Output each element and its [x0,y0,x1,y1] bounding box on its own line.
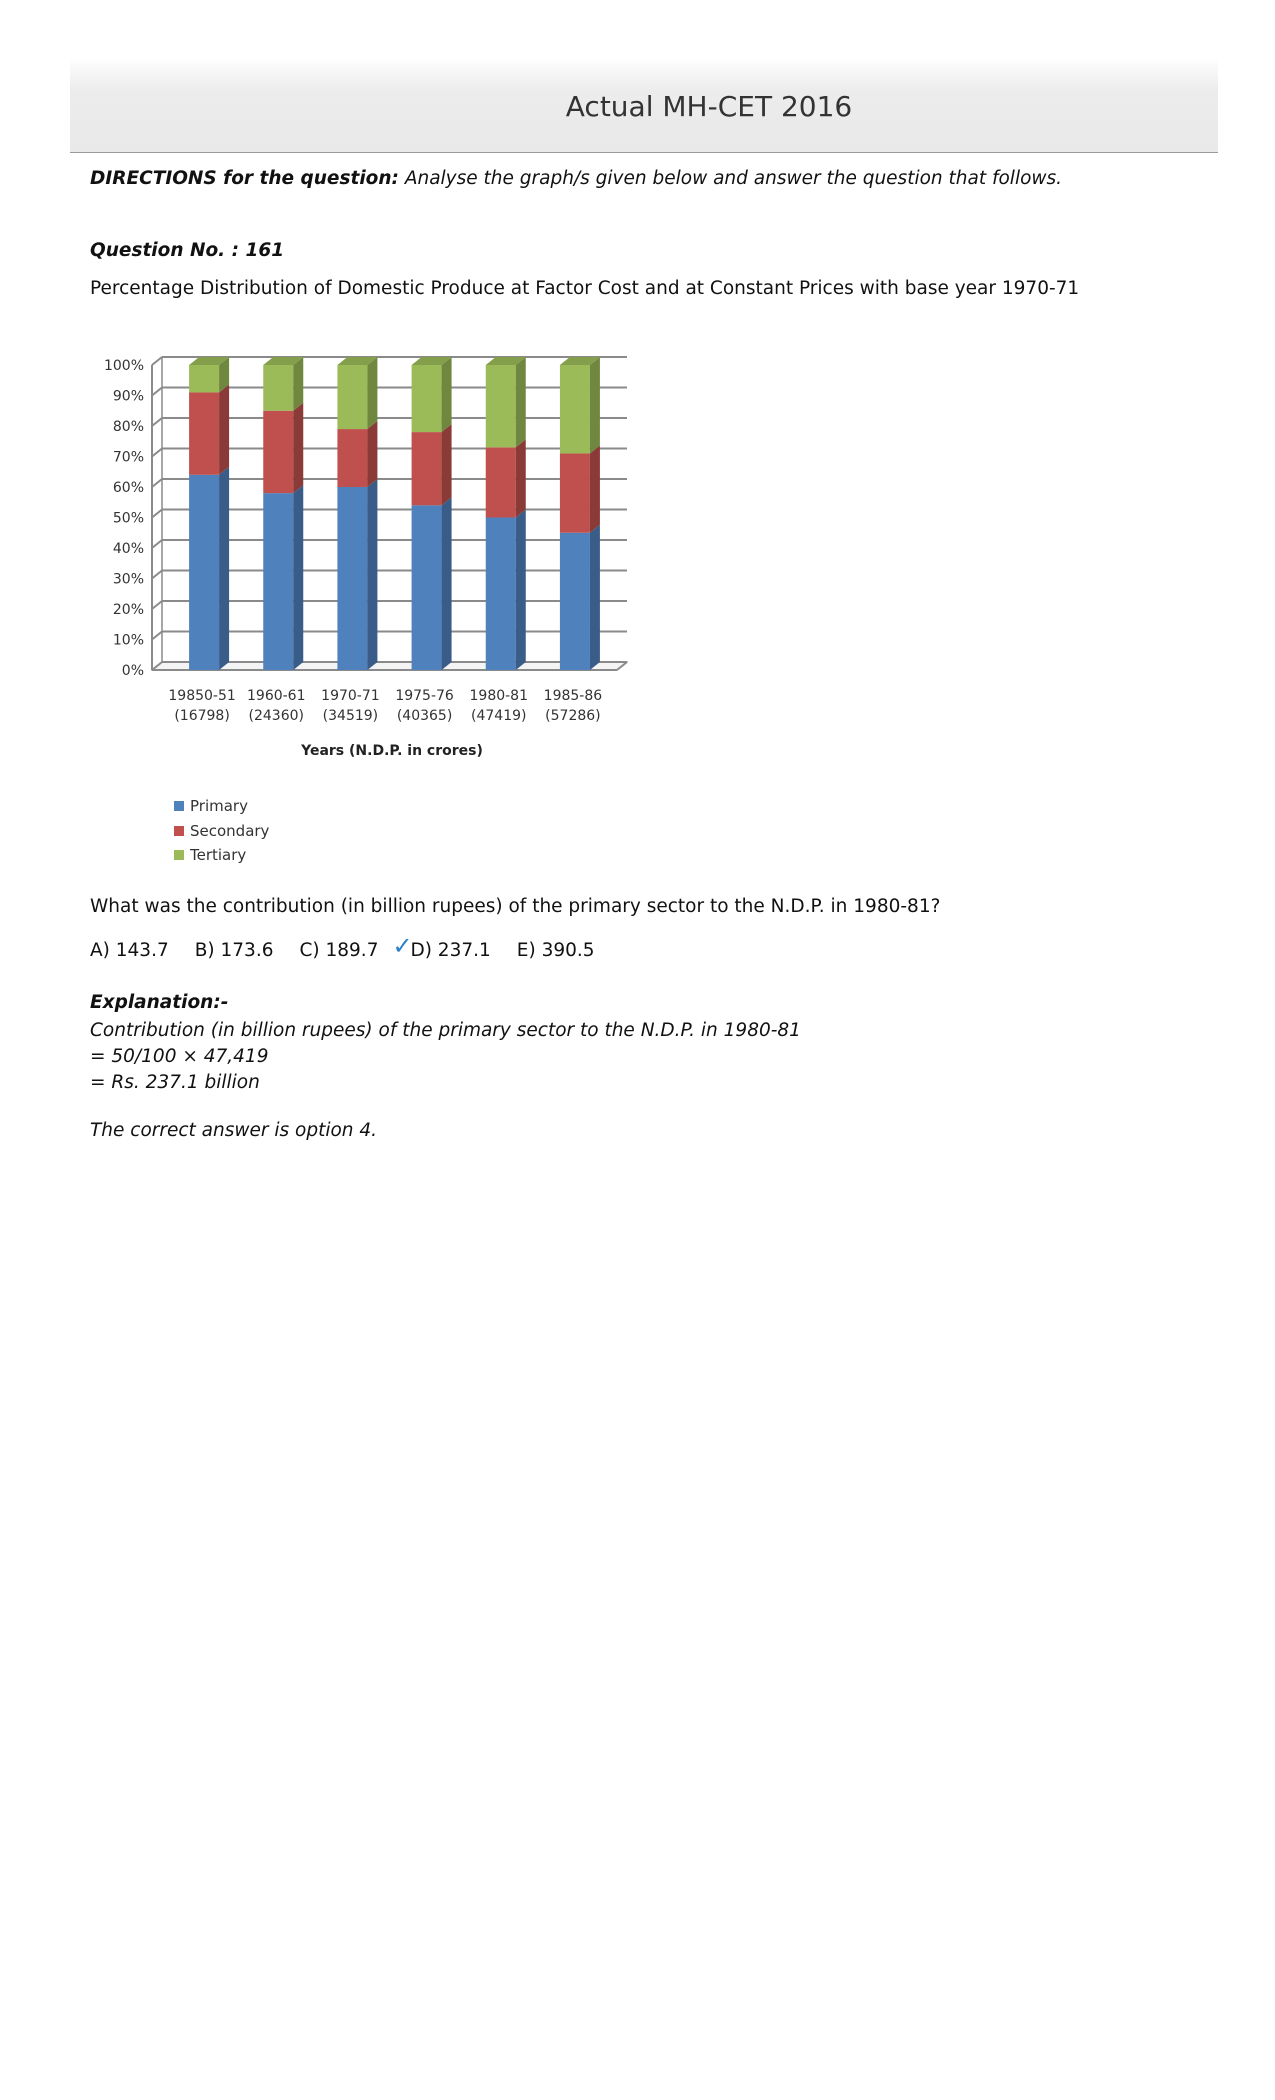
bar-segment-side [293,485,303,670]
x-tick-label: 1960-61 [247,688,306,704]
y-tick-label: 80% [112,419,144,435]
y-tick-label: 20% [112,602,144,618]
answer-option[interactable] [392,932,491,961]
x-tick-sublabel: (40365) [396,708,453,724]
bar-segment [560,533,590,670]
bar-segment-side [516,439,526,517]
legend-swatch [174,826,184,836]
legend-item [174,843,269,868]
bar-segment-side [590,525,600,670]
x-tick-sublabel: (16798) [174,708,230,724]
x-tick-sublabel: (34519) [322,708,379,724]
bar-segment-side [219,384,229,474]
chart-legend [174,794,269,868]
legend-label: Tertiary [190,846,247,865]
answer-option[interactable] [517,940,595,961]
x-tick-label: 1970-71 [321,688,380,704]
question-text: What was the contribution (in billion rupees) of the primary sector to the N.D.P. in 1980-81? [90,896,941,917]
bar-segment [337,487,367,670]
legend-swatch [174,801,184,811]
x-tick-label: 1980-81 [469,688,528,704]
bar-segment [189,475,219,670]
answer-options [90,932,621,961]
bar-segment [263,493,293,670]
answer-option-label: A) 143.7 [90,940,169,961]
y-tick-label: 100% [103,358,144,374]
bar-segment [189,392,219,474]
bar-segment-side [590,357,600,453]
answer-option[interactable] [299,940,378,961]
bar-segment [263,365,293,411]
bar-segment-side [367,357,377,429]
legend-label: Secondary [190,821,270,840]
bar-segment-side [293,357,303,411]
gridline-diagonal [152,357,162,365]
directions-text: Analyse the graph/s given below and answer the question that follows. [398,168,1063,189]
gridline-diagonal [152,510,162,518]
bar-segment-side [367,479,377,670]
bar-segment-side [219,467,229,670]
explanation-line: = Rs. 237.1 billion [90,1072,260,1093]
directions [90,168,1062,189]
bar-segment-side [442,424,452,505]
check-icon: ✓ [392,932,413,960]
directions-label: DIRECTIONS for the question: [90,168,399,189]
y-tick-label: 10% [112,632,144,649]
y-tick-label: 70% [112,449,144,466]
answer-option-label: E) 390.5 [516,940,595,961]
explanation-conclusion: The correct answer is option 4. [90,1120,378,1141]
bar-segment-side [590,445,600,532]
y-tick-label: 40% [112,541,144,557]
gridline-diagonal [152,418,162,426]
bar-segment [337,429,367,487]
gridline-diagonal [152,388,162,396]
answer-option-label: D) 237.1 [410,940,491,961]
y-tick-label: 60% [112,480,144,496]
y-tick-label: 30% [112,571,144,588]
bar-segment-side [293,403,303,493]
bar-segment [412,365,442,432]
page-header [70,58,1218,153]
gridline-diagonal [152,479,162,487]
legend-item [174,794,269,819]
gridline-diagonal [152,601,162,609]
bar-segment [560,365,590,453]
gridline-diagonal [152,449,162,457]
legend-label: Primary [190,797,248,816]
chart-title: Percentage Distribution of Domestic Produce at Factor Cost and at Constant Prices with base year 1970-71 [90,278,1080,299]
x-tick-sublabel: (24360) [248,708,304,724]
explanation-line: = 50/100 × 47,419 [90,1046,269,1067]
y-tick-label: 50% [112,510,144,527]
x-tick-label: 1985-86 [543,688,603,704]
bar-segment [263,411,293,493]
explanation-line: Contribution (in billion rupees) of the primary sector to the N.D.P. in 1980-81 [90,1020,801,1041]
bar-segment-side [442,357,452,432]
y-tick-label: 90% [112,388,144,405]
bar-segment [486,518,516,671]
page-title: Actual MH-CET 2016 [565,90,853,123]
gridline-diagonal [152,540,162,548]
bar-segment [189,365,219,392]
bar-segment-side [367,421,377,487]
explanation-body [90,1018,801,1096]
x-axis-label: Years (N.D.P. in crores) [301,743,483,759]
bar-segment [486,365,516,447]
x-tick-label: 1975-76 [395,688,454,704]
legend-swatch [174,850,184,860]
chart-svg [90,330,670,770]
bar-segment-side [516,357,526,447]
bar-segment-side [442,497,452,670]
x-tick-sublabel: (57286) [545,708,601,724]
answer-option[interactable] [90,940,169,961]
stacked-bar-chart [90,330,670,770]
gridline-diagonal [152,571,162,579]
legend-item [174,819,269,844]
answer-option-label: C) 189.7 [299,940,379,961]
answer-option-label: B) 173.6 [194,940,274,961]
bar-segment [412,505,442,670]
bar-segment [412,432,442,505]
bar-segment [337,365,367,429]
y-tick-label: 0% [121,663,144,679]
x-tick-sublabel: (47419) [471,708,527,724]
bar-segment [560,453,590,532]
question-number: Question No. : 161 [90,240,285,261]
explanation-title: Explanation:- [90,992,229,1013]
x-tick-label: 19850-51 [168,688,236,704]
bar-segment [486,447,516,517]
bar-segment-side [516,510,526,671]
answer-option[interactable] [195,940,274,961]
gridline-diagonal [152,632,162,640]
